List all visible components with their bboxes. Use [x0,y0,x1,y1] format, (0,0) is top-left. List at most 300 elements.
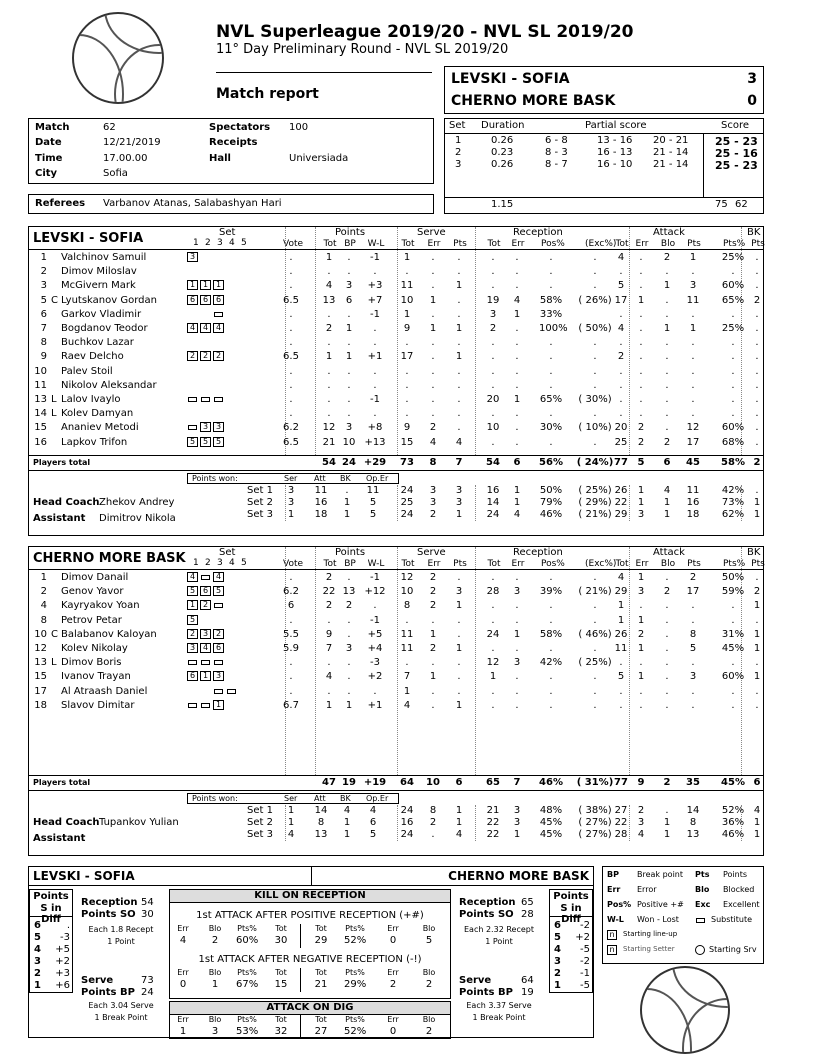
attack-pct: . [731,351,735,363]
attack-err: 2 [637,628,645,640]
player-set-boxes [187,670,226,684]
exc-col-header: (Exc%) [585,559,617,569]
attack-pct: 50% [721,572,745,583]
serve-err: 4 [429,436,437,448]
attack-blo: 1 [663,323,671,334]
tot-points-bp: 24 [342,457,356,468]
rec-exc: . [593,614,597,626]
points-bp: 6 [345,294,353,306]
points-tot: 1 [325,699,333,711]
kill-value: 32 [274,1026,288,1037]
set-won-value: 8 [317,817,325,828]
away-each-rec2: 1 Point [485,937,513,946]
points-bp: . [347,685,351,697]
err-col-header: Err [511,559,525,569]
bottom-summary [28,866,594,1038]
tot-serve-err: 10 [426,777,440,788]
set-rec-pos: 46% [539,509,563,520]
home-pointsbp-label: Points BP [81,987,135,998]
rec-pos: 100% [539,323,568,334]
kill-col-header: Blo [422,1015,436,1024]
rec-exc: . [593,280,597,292]
attack-tot: 4 [617,252,625,263]
serve-tot: 10 [400,294,414,306]
away-pointsbp-value: 19 [521,987,534,998]
kill-value: 53% [236,1026,259,1037]
set-partial-1: 8 - 7 [545,159,568,170]
tot-points-bp: 19 [342,777,356,788]
rotation-number: 4 [34,944,41,955]
attack-pts: 5 [689,643,697,654]
set-num-header: 5 [241,238,247,248]
player-number: 18 [34,699,47,711]
sets-score-header: Score [721,120,750,131]
set-won-value: 1 [343,497,351,508]
serve-err: 1 [429,294,437,306]
set-rec-err: 3 [513,805,521,816]
match-report-label: Match report [216,86,319,102]
attack-tot: 17 [614,294,628,306]
attack-err: . [639,685,643,697]
rec-exc: . [593,436,597,448]
rec-err: . [515,280,519,292]
attack-pts: 1 [689,323,697,334]
set-serve-err: 2 [429,817,437,828]
player-name: Dimov Miloslav [61,266,137,278]
set-duration: 0.26 [491,135,514,146]
set-partial-2: 16 - 10 [597,159,633,170]
set-duration: 0.23 [491,147,514,158]
points-wl: +2 [367,671,383,683]
points-wl: +1 [367,699,383,711]
set-score: 25 - 23 [715,135,758,148]
set-won-value: 4 [287,829,295,840]
pts-col-header: Pts [687,559,701,569]
home-each-serve: Each 3.04 Serve [88,1001,154,1010]
rec-pos: . [549,600,553,612]
attack-pts: . [691,365,695,377]
points-wl: . [373,379,377,391]
won-col-header: Ser [284,474,298,483]
won-col-header: BK [340,794,351,803]
rec-err: . [515,337,519,349]
kill-col-header: Blo [208,1015,222,1024]
player-row [29,393,763,407]
team1-stats [28,226,764,536]
set-won-value: 14 [314,805,328,816]
points-won-label: Points won: [192,474,238,483]
points-bp: 2 [345,600,353,612]
attack-pct: . [731,337,735,349]
set-won-value: 3 [287,485,295,496]
set-number: 1 [455,135,462,146]
points-wl: +3 [367,280,383,292]
sets-table [444,118,764,214]
tot-col-header: Tot [487,239,501,249]
player-vote: . [289,280,293,292]
set-attack-pct: 36% [721,817,745,828]
tot-points-wl: +29 [363,457,387,468]
set-attack-blo: 4 [663,485,671,496]
team2-stats [28,546,764,856]
away-pointsso-label: Points SO [459,909,514,920]
assistant-label: Assistant [33,833,86,844]
set-partial-3: 21 - 14 [653,159,689,170]
starting-box-icon: n [607,930,617,940]
attack-tot: 2 [617,351,625,363]
set-partial-2: 16 - 13 [597,147,633,158]
player-role: L [51,394,57,405]
player-vote: 6.2 [283,586,299,598]
rotation-number: 5 [34,932,41,943]
serve-tot: 1 [403,252,411,263]
won-col-header: Att [314,794,326,803]
rec-exc: . [593,685,597,697]
attack-blo: . [665,628,669,640]
coach-label: Head Coach [33,817,100,828]
rec-tot: . [491,600,495,612]
rotation-diff: . [66,920,70,931]
ptspct-col-header: Pts% [723,559,746,569]
set-start-box: 3 [213,671,224,681]
attack-pts: . [691,600,695,612]
serve-err: 2 [429,586,437,598]
player-set-boxes [187,421,226,435]
match-date: 12/21/2019 [103,137,161,148]
rec-pos: . [549,614,553,626]
rec-err: . [515,351,519,363]
legend-abbr: Pos% [607,900,632,909]
player-number: 15 [34,671,47,683]
set-rec-tot: 22 [486,829,500,840]
rec-err: . [515,643,519,654]
serve-err: 1 [429,323,437,334]
serve-err: 2 [429,572,437,583]
rec-pos: 58% [539,628,563,640]
attack-pct: . [731,408,735,420]
points-tot: . [327,337,331,349]
points-wl: -1 [370,572,380,583]
legend-abbr: Pts [695,870,710,879]
set-serve-tot: 24 [400,509,414,520]
home-each-rec: Each 1.8 Recept [88,925,154,934]
away-sets: 0 [747,93,757,109]
points-bp: 1 [345,351,353,363]
serve-err: . [431,394,435,405]
player-set-boxes [187,614,200,628]
attack-blo: . [665,266,669,278]
attack-blo: . [665,572,669,583]
points-tot: . [327,408,331,420]
kill-col-header: Pts% [345,968,365,977]
tot-rec-tot: 54 [486,457,500,468]
rec-tot: 20 [486,394,500,405]
attack-pct: 60% [721,671,745,683]
pos-col-header: Pos% [541,239,565,249]
attack-tot: 11 [614,643,628,654]
tot-serve-tot: 73 [400,457,414,468]
points-wl: . [373,600,377,612]
points-tot: . [327,379,331,391]
attack-blo: . [665,671,669,683]
player-set-boxes [187,279,226,293]
serve-err: . [431,337,435,349]
serve-tot: 11 [400,280,414,292]
points-tot: . [327,685,331,697]
legend-item [607,914,693,928]
tot-col-header: Tot [323,239,337,249]
set-rec-err: 1 [513,485,521,496]
points-wl: +1 [367,351,383,363]
tot-col-header: Tot [323,559,337,569]
attack-blo: . [665,351,669,363]
rec-exc: . [593,337,597,349]
points-tot: 21 [322,436,336,448]
set-label: Set 2 [247,817,273,828]
points-tot: 4 [325,671,333,683]
spectators-label: Spectators [209,122,271,133]
player-name: Kayryakov Yoan [61,600,140,612]
player-row [29,322,763,336]
rec-tot: . [491,266,495,278]
player-row [29,308,763,322]
player-name: Kolev Nikolay [61,643,128,654]
attack-pct: . [731,394,735,405]
kill-value: 5 [425,935,433,946]
player-vote: . [289,572,293,583]
points-wl: +4 [367,643,383,654]
rec-pos: . [549,685,553,697]
err-col-header: Err [635,559,649,569]
away-rotation-box [549,889,593,993]
set-attack-pts: 11 [686,485,700,496]
rec-tot: 24 [486,628,500,640]
pts-col-header: Pts [687,239,701,249]
serve-pts: . [457,379,461,391]
attack-err: . [639,408,643,420]
attack-pts: . [691,379,695,391]
block-pts: 2 [753,294,761,306]
kill-col-header: Pts% [345,1015,365,1024]
player-number: 13 [34,657,47,669]
rec-err: . [515,671,519,683]
attack-header: Attack [653,227,685,238]
rec-exc: . [593,699,597,711]
bp-col-header: BP [344,239,356,249]
set-won-value: 16 [314,497,328,508]
set-rec-tot: 24 [486,509,500,520]
set-serve-tot: 24 [400,829,414,840]
rec-err: . [515,436,519,448]
away-team-name: CHERNO MORE BASK [451,93,616,109]
set-num-header: 3 [217,238,223,248]
attack-pts: . [691,657,695,669]
wl-col-header: W-L [367,239,385,249]
set-partial-3: 21 - 14 [653,147,689,158]
player-number: 2 [40,586,47,598]
bk-header: BK [747,547,761,558]
player-vote: . [289,614,293,626]
set-partial-3: 20 - 21 [653,135,689,146]
tot-attack-blo: 2 [663,777,671,788]
points-bp: . [347,337,351,349]
substitute-icon [200,700,211,710]
set-num-header: 4 [229,558,235,568]
tot-points-tot: 47 [322,777,336,788]
player-name: Lapkov Trifon [61,436,128,448]
attack-pts: . [691,266,695,278]
legend-item [695,869,763,883]
legend-abbr: Blo [695,885,710,894]
player-row [29,379,763,393]
player-role: C [51,628,58,640]
player-row [29,628,763,642]
attack-tot: . [619,685,623,697]
attack-pct: . [731,600,735,612]
serve-tot: 11 [400,643,414,654]
player-name: Garkov Vladimir [61,308,142,320]
player-number: 13 [34,394,47,405]
player-vote: . [289,394,293,405]
kill-value: 2 [389,979,397,990]
tot-rec-exc: ( 31%) [576,777,614,788]
tot-points-tot: 54 [322,457,336,468]
starting-serve-icon [695,945,705,955]
attack-pct: . [731,685,735,697]
referees-label: Referees [35,198,86,209]
set-won-value: 18 [314,509,328,520]
tot-col-header: Tot [615,239,629,249]
player-set-boxes [187,571,226,585]
set-start-box: 4 [213,323,224,333]
block-pts: . [755,308,759,320]
points-tot: 9 [325,628,333,640]
kill-value: 2 [425,1026,433,1037]
legend-text: Starting line-up [623,930,678,938]
attack-pct: 25% [721,323,745,334]
set-num-header: 5 [241,558,247,568]
vote-header: Vote [283,239,304,249]
points-bp: . [347,266,351,278]
rotation-diff: +2 [575,932,590,943]
points-bp: . [347,671,351,683]
rec-err: . [515,379,519,391]
legend-item [695,944,763,958]
player-row [29,336,763,350]
neg-title: 1st ATTACK AFTER NEGATIVE RECEPTION (-!) [198,954,422,965]
attack-blo: . [665,657,669,669]
serve-err: . [431,657,435,669]
rec-pos: 42% [539,657,563,669]
set-attack-err: 3 [637,509,645,520]
rec-pos: 58% [539,294,563,306]
legend-abbr: W-L [607,915,624,924]
player-set-boxes [187,656,226,670]
serve-pts: 1 [455,699,463,711]
set-label: Set 2 [247,497,273,508]
rec-exc: . [593,572,597,583]
set-rec-err: 3 [513,817,521,828]
points-wl: . [373,337,377,349]
spectators-value: 100 [289,122,309,133]
points-bp: 10 [342,436,356,448]
won-col-header: BK [340,474,351,483]
set-serve-err: 3 [429,497,437,508]
set-rec-pos: 45% [539,829,563,840]
rec-err: 4 [513,294,521,306]
rotation-diff: -3 [60,932,70,943]
pts-col-header: Pts [453,239,467,249]
rec-pos: . [549,436,553,448]
points-tot: . [327,614,331,626]
serve-pts: . [457,252,461,263]
set-partial-1: 8 - 3 [545,147,568,158]
set-attack-pct: 73% [721,497,745,508]
set-start-box: 5 [213,586,224,596]
set-start-box: 6 [213,643,224,653]
rec-err: . [515,266,519,278]
volleyball-logo [72,12,164,104]
rotation-number: 3 [554,956,561,967]
block-pts: . [755,614,759,626]
attack-tot: 1 [617,614,625,626]
set-serve-tot: 25 [400,497,414,508]
set-attack-err: 1 [637,497,645,508]
rec-tot: . [491,252,495,263]
blo-col-header: Blo [660,239,676,249]
set-rec-pos: 48% [539,805,563,816]
tot-rec-pos: 46% [539,777,563,788]
block-pts: 1 [753,600,761,612]
kill-col-header: Blo [208,968,222,977]
team-name: LEVSKI - SOFIA [33,231,144,246]
attack-err: . [639,337,643,349]
rec-tot: 2 [489,323,497,334]
err-col-header: Err [635,239,649,249]
set-start-box: 3 [187,252,198,262]
rec-tot: 1 [489,671,497,683]
rotation-number: 1 [554,980,561,991]
attack-blo: . [665,408,669,420]
wl-col-header: W-L [367,559,385,569]
rec-exc: ( 21%) [578,586,612,598]
block-pts: 1 [753,628,761,640]
kill-value: 0 [389,935,397,946]
attack-tot: . [619,308,623,320]
tot-serve-pts: 7 [455,457,463,468]
player-name: Lyutskanov Gordan [61,294,157,306]
rec-err: . [515,699,519,711]
serve-pts: . [457,408,461,420]
attack-tot: . [619,337,623,349]
points-wl: -3 [370,657,380,669]
kill-col-header: Err [387,1015,399,1024]
rec-pos: 39% [539,586,563,598]
attack-pct: 65% [721,294,745,306]
home-points-label: Points [33,891,69,902]
substitute-icon [187,657,198,667]
points-won-header [187,473,399,484]
set-start-box: 3 [187,643,198,653]
player-row [29,251,763,265]
kill-value: 0 [389,1026,397,1037]
away-points-label: Points [553,891,589,902]
match-city: Sofia [103,168,128,179]
rec-pos: . [549,572,553,583]
kill-value: 60% [236,935,259,946]
rec-err: . [515,408,519,420]
kill-col-header: Err [387,968,399,977]
